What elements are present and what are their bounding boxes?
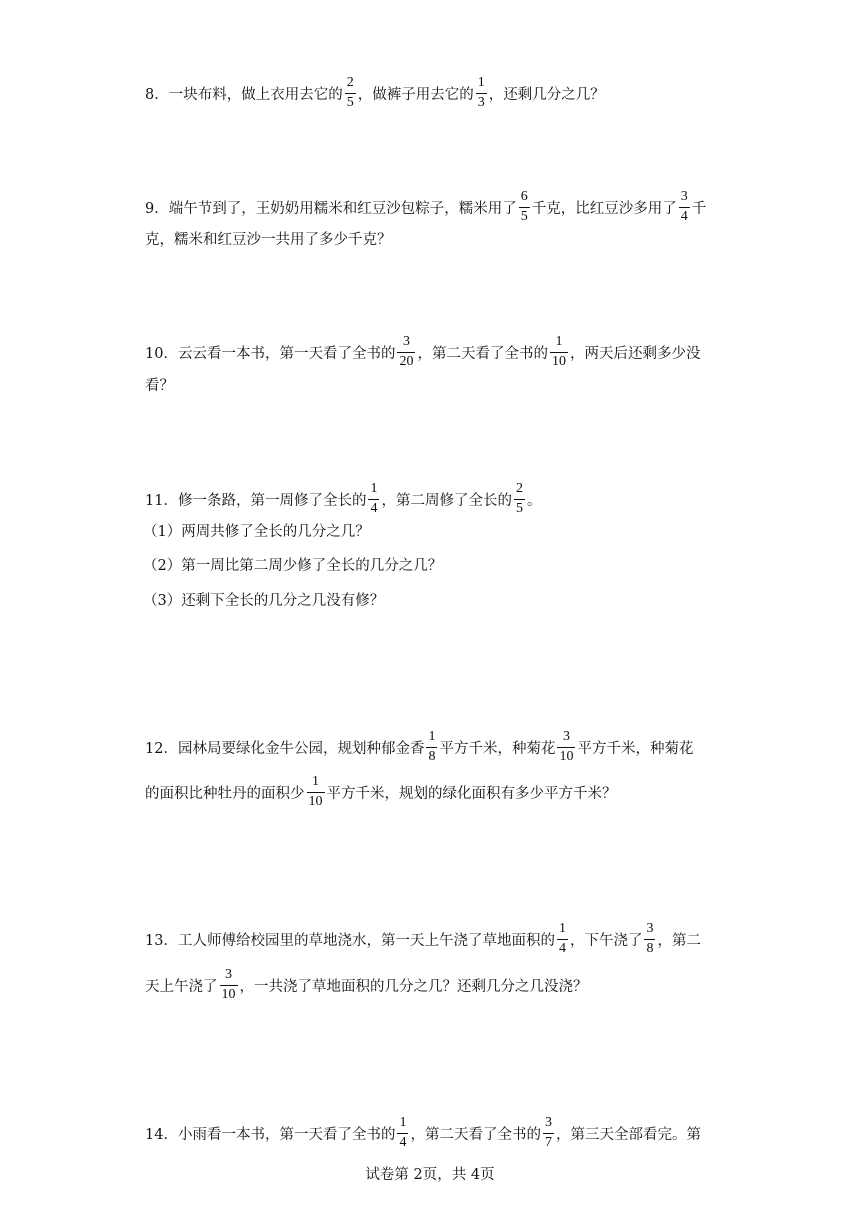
- question-11: [145, 481, 542, 518]
- question-text: ，做裤子用去它的: [357, 87, 474, 104]
- question-text: ，第二天看了全书的: [410, 1127, 541, 1144]
- question-9-line-2: 克，糯米和红豆沙一共用了多少千克？: [145, 232, 392, 248]
- question-text: 端午节到了，王奶奶用糯米和红豆沙包粽子，糯米用了: [168, 201, 517, 218]
- fraction: $\frac{1}{10}$: [551, 334, 566, 369]
- question-text: 一块布料，做上衣用去它的: [168, 87, 343, 104]
- question-text: ，第三天全部看完。第: [555, 1127, 701, 1144]
- question-text: ，第二: [657, 933, 701, 950]
- question-text: 平方千米，种菊花: [439, 741, 556, 758]
- fraction: $\frac{3}{7}$: [544, 1115, 552, 1150]
- question-14: [145, 1115, 701, 1152]
- question-number: 12．: [145, 741, 178, 758]
- question-text: 工人师傅给校园里的草地浇水，第一天上午浇了草地面积的: [177, 933, 555, 950]
- sub-question-1: （1）两周共修了全长的几分之几？: [143, 524, 370, 540]
- question-text: 平方千米，规划的绿化面积有多少平方千米？: [326, 786, 617, 803]
- question-number: 13．: [145, 933, 178, 950]
- page-footer: 试卷第 2页，共 4页: [365, 1167, 495, 1183]
- question-text: ，一共浇了草地面积的几分之几？还剩几分之几没浇？: [239, 979, 588, 996]
- fraction: $\frac{3}{10}$: [221, 967, 236, 1002]
- question-13: [145, 921, 701, 958]
- question-text: 的面积比种牡丹的面积少: [145, 786, 305, 803]
- question-text: 园林局要绿化金牛公园，规划种郁金香: [177, 741, 425, 758]
- question-number: 9．: [145, 201, 169, 218]
- question-text: 天上午浇了: [145, 979, 218, 996]
- fraction: $\frac{1}{4}$: [370, 481, 378, 516]
- question-number: 8．: [145, 87, 169, 104]
- question-text: 修一条路，第一周修了全长的: [177, 493, 367, 510]
- question-9: [145, 189, 707, 226]
- question-12-line-2: [145, 774, 617, 811]
- fraction: $\frac{1}{10}$: [308, 774, 323, 809]
- fraction: $\frac{1}{4}$: [558, 921, 566, 956]
- question-text: ，还剩几分之几？: [488, 87, 605, 104]
- fraction: $\frac{3}{20}$: [399, 334, 414, 369]
- fraction: $\frac{6}{5}$: [520, 189, 528, 224]
- fraction: $\frac{1}{3}$: [477, 75, 485, 110]
- fraction: $\frac{3}{8}$: [646, 921, 654, 956]
- question-text: 千克，比红豆沙多用了: [531, 201, 677, 218]
- sub-question-2: （2）第一周比第二周少修了全长的几分之几？: [143, 558, 443, 574]
- fraction: $\frac{3}{4}$: [680, 189, 688, 224]
- fraction: $\frac{2}{5}$: [346, 75, 354, 110]
- question-text: 千: [691, 201, 707, 218]
- question-text: 云云看一本书，第一天看了全书的: [177, 346, 396, 363]
- fraction: $\frac{3}{10}$: [559, 729, 574, 764]
- question-text: ，第二天看了全书的: [417, 346, 548, 363]
- question-text: 小雨看一本书，第一天看了全书的: [177, 1127, 396, 1144]
- question-text: ，下午浇了: [569, 933, 643, 950]
- sub-question-3: （3）还剩下全长的几分之几没有修？: [143, 593, 385, 609]
- question-number: 14．: [145, 1127, 178, 1144]
- question-text: ，两天后还剩多少没: [569, 346, 701, 363]
- question-8: [145, 75, 605, 112]
- fraction: $\frac{1}{4}$: [399, 1115, 407, 1150]
- question-12: [145, 729, 694, 766]
- question-text: ，第二周修了全长的: [381, 493, 512, 510]
- fraction: $\frac{2}{5}$: [515, 481, 523, 516]
- question-text: 平方千米，种菊花: [577, 741, 694, 758]
- fraction: $\frac{1}{8}$: [428, 729, 436, 764]
- question-number: 10．: [145, 346, 178, 363]
- question-10: [145, 334, 701, 371]
- question-number: 11．: [145, 493, 178, 510]
- question-10-line-2: 看？: [145, 378, 174, 394]
- question-text: 。: [526, 493, 542, 510]
- question-13-line-2: [145, 967, 588, 1004]
